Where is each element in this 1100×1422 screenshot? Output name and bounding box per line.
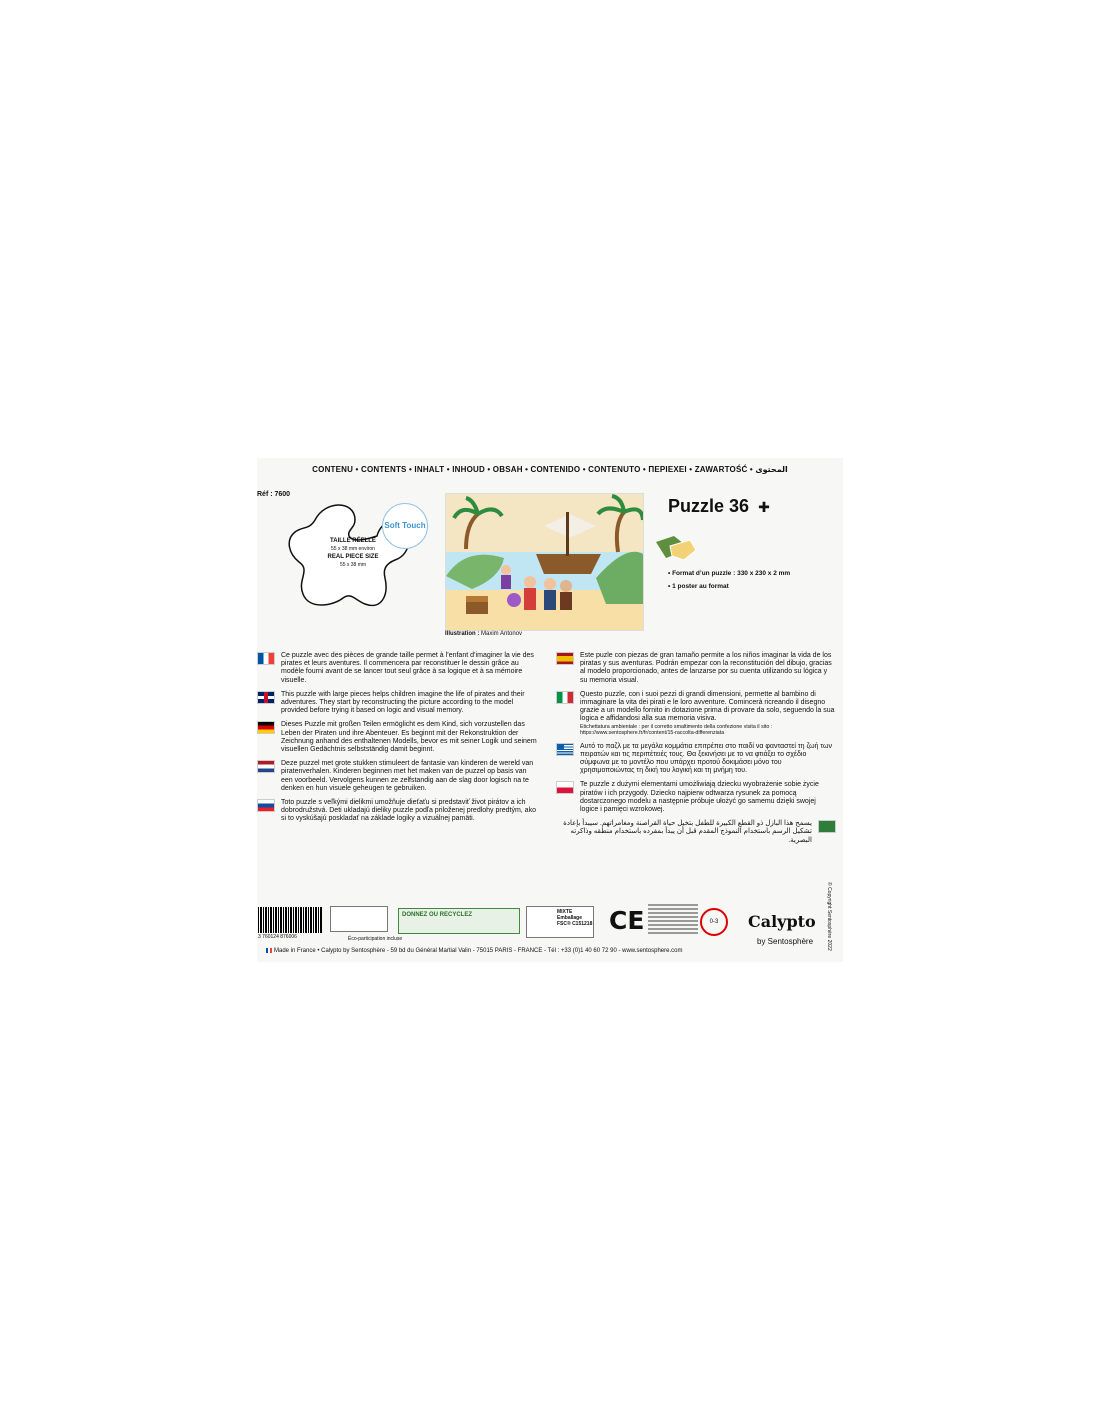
text-column-right [556, 652, 836, 851]
recycle-text: DONNEZ OU RECYCLEZ [402, 912, 473, 918]
piece-title-en: REAL PIECE SIZE [327, 554, 379, 560]
brand-byline: by Sentosphère [757, 937, 814, 946]
fsc-text [557, 909, 592, 927]
format-info: • Format d’un puzzle : 330 x 230 x 2 mm [668, 570, 791, 577]
paragraph-es [556, 652, 836, 685]
fsc-code: FSC® C151218 [557, 921, 593, 927]
paragraph-de [257, 721, 537, 754]
text-en: This puzzle with large pieces helps children imagine the life of pirates and their adventures. They start by reconstructing the picture according to the model provided before trying it based on logic and visual memory. [281, 690, 525, 715]
pirate-scene-illustration [446, 494, 643, 630]
illustration-author: Maxim Antonov [481, 631, 523, 637]
product-title [668, 496, 770, 517]
text-column-left [257, 652, 537, 830]
piece-size-fr: 55 x 38 mm environ [331, 546, 375, 552]
paragraph-fr [257, 652, 537, 685]
poster-info: • 1 poster au format [668, 583, 729, 590]
paragraph-pl [556, 781, 836, 814]
illustration-credit [445, 631, 522, 637]
text-ar: يسمح هذا البازل ذو القطع الكبيرة للطفل بتخيل حياة القراصنة ومغامراتهم. سيبدأ بإعادة تشكيل الرسم باستخدام النموذج المقدم قبل أن يبدأ بمفرده باستخدام منطقه وذاكرته البصرية. [563, 820, 812, 844]
ce-mark: CE [609, 906, 645, 935]
fsc-title: MIXTE [557, 909, 573, 915]
eco-participation-label: Éco-participation incluse [348, 936, 403, 942]
text-nl: Deze puzzel met grote stukken stimuleert de fantasie van kinderen de wereld van piratenverhalen. Kinderen beginnen met het maken van de puzzel op basis van een voorbeeld. Vervolgens kunnen ze zelfstandig aan de slag door logisch na te denken en hun visuele geheugen te gebruiken. [281, 760, 534, 792]
puzzle-pieces-icon [654, 532, 698, 562]
text-de: Dieses Puzzle mit großen Teilen ermöglicht es dem Kind, sich vorzustellen das Leben der Piraten und ihre Abenteuer. Es beginnt mit der Rekonstruktion der Zeichnung anhand des enthaltenen Modells, bevor es mit seiner Logik und seinem visuellen Gedächtnis selbstständig damit beginnt. [281, 721, 537, 754]
flag-france-icon [257, 652, 275, 665]
text-it: Questo puzzle, con i suoi pezzi di grandi dimensioni, permette al bambino di immaginare la vita dei pirati e le loro avventure. Comincerà ricreando il disegno grazie a un modello fornito in dotazione prima di provare da solo, seguendo la sua logica e affidandosi alla sua memoria visiva. [580, 690, 835, 723]
barcode-number: 3 760124 876006 [258, 934, 297, 940]
age-warning-icon [700, 908, 728, 936]
age-warning-text: 0-3 [709, 919, 719, 925]
flag-germany-icon [257, 721, 275, 734]
paragraph-en [257, 691, 537, 716]
barcode [258, 907, 322, 933]
fsc-sub: Emballage [557, 915, 583, 921]
text-fr: Ce puzzle avec des pièces de grande taille permet à l’enfant d’imaginer la vie des pirates et leurs aventures. Il commencera par reconstituer le dessin grâce au modèle fourni avant de se lancer tout seul grâce à sa logique et à sa mémoire visuelle. [281, 652, 534, 684]
piece-title-fr: TAILLE RÉELLE [330, 538, 376, 544]
paragraph-gr [556, 743, 836, 776]
flag-greece-icon [556, 743, 574, 756]
flag-saudi-icon [818, 820, 836, 833]
piece-size-text [318, 537, 388, 569]
copyright-text: © Copyright Sentosphère 2022 [826, 882, 832, 951]
france-flag-icon [266, 948, 272, 953]
soft-touch-badge: Soft Touch [382, 503, 428, 549]
made-in-france-text: Made in France • Calypto by Sentosphère - 59 bd du Général Martial Valin - 75015 PARIS - FRANCE - Tél : +33 (0)1 40 60 72 90 - www.sentosphere.com [274, 948, 683, 954]
illustration-label: Illustration : [445, 631, 480, 637]
text-sk: Toto puzzle s veľkými dielikmi umožňuje dieťaťu si predstaviť život pirátov a ich dobrodružstvá. Deti ukladajú dieliky puzzle podľa priloženej predlohy predtým, ako si to vyskúšajú poskladať na základe logiky a vizuálnej pamäti. [281, 799, 536, 823]
flag-spain-icon [556, 652, 574, 665]
text-it-note: Etichettatura ambientale : per il corretto smaltimento della confezione visita il sito : https://www.sentosphere.fr/fr/content/15-raccolta-differenziata [580, 723, 773, 737]
piece-size-en: 55 x 38 mm [339, 562, 367, 568]
text-gr: Αυτό το παζλ με τα μεγάλα κομμάτια επιτρέπει στο παιδί να φανταστεί τη ζωή των πειρατών και τις περιπέτειές τους. Θα ξεκινήσει με το να φτιάξει το σχέδιο σύμφωνα με το μοντέλο που υπάρχει προτού δοκιμάσει μόνο του χρησιμοποιώντας τη δική του λογική και τη μνήμη του. [580, 742, 833, 775]
flag-slovakia-icon [257, 799, 275, 812]
flag-poland-icon [556, 781, 574, 794]
warning-text-icon [648, 902, 698, 936]
flag-italy-icon [556, 691, 574, 704]
brand-logo: Calypto [748, 912, 816, 931]
text-es: Este puzle con piezas de gran tamaño permite a los niños imaginar la vida de los piratas y sus aventuras. Podrán empezar con la reconstitución del dibujo, gracias al modelo proporcionado, antes de lanzarse por su cuenta utilizando su lógica y su memoria visual. [580, 652, 832, 684]
puzzle-piece-icon: ✚ [758, 499, 770, 515]
triman-logo [330, 906, 388, 932]
paragraph-nl [257, 760, 537, 793]
paragraph-it [556, 691, 836, 737]
flag-uk-icon [257, 691, 275, 704]
flag-netherlands-icon [257, 760, 275, 773]
contents-heading: CONTENU • CONTENTS • INHALT • INHOUD • OBSAH • CONTENIDO • CONTENUTO • ΠΕΡΙΕΧΕΙ • ZAWARTOŚĆ • المحتوى [312, 465, 788, 474]
puzzle-illustration [445, 493, 644, 631]
reference-number: Réf : 7600 [257, 491, 291, 498]
text-pl: Te puzzle z dużymi elementami umożliwiają dziecku wyobrażenie sobie życie piratów i ich przygody. Dziecko najpierw odtwarza rysunek za pomocą dostarczonego modelu a następnie próbuje ułożyć go samemu dzięki swojej logice i pamięci wzrokowej. [580, 781, 819, 814]
paragraph-sk [257, 799, 537, 824]
product-title-text: Puzzle 36 [668, 496, 750, 516]
paragraph-ar [556, 820, 836, 845]
